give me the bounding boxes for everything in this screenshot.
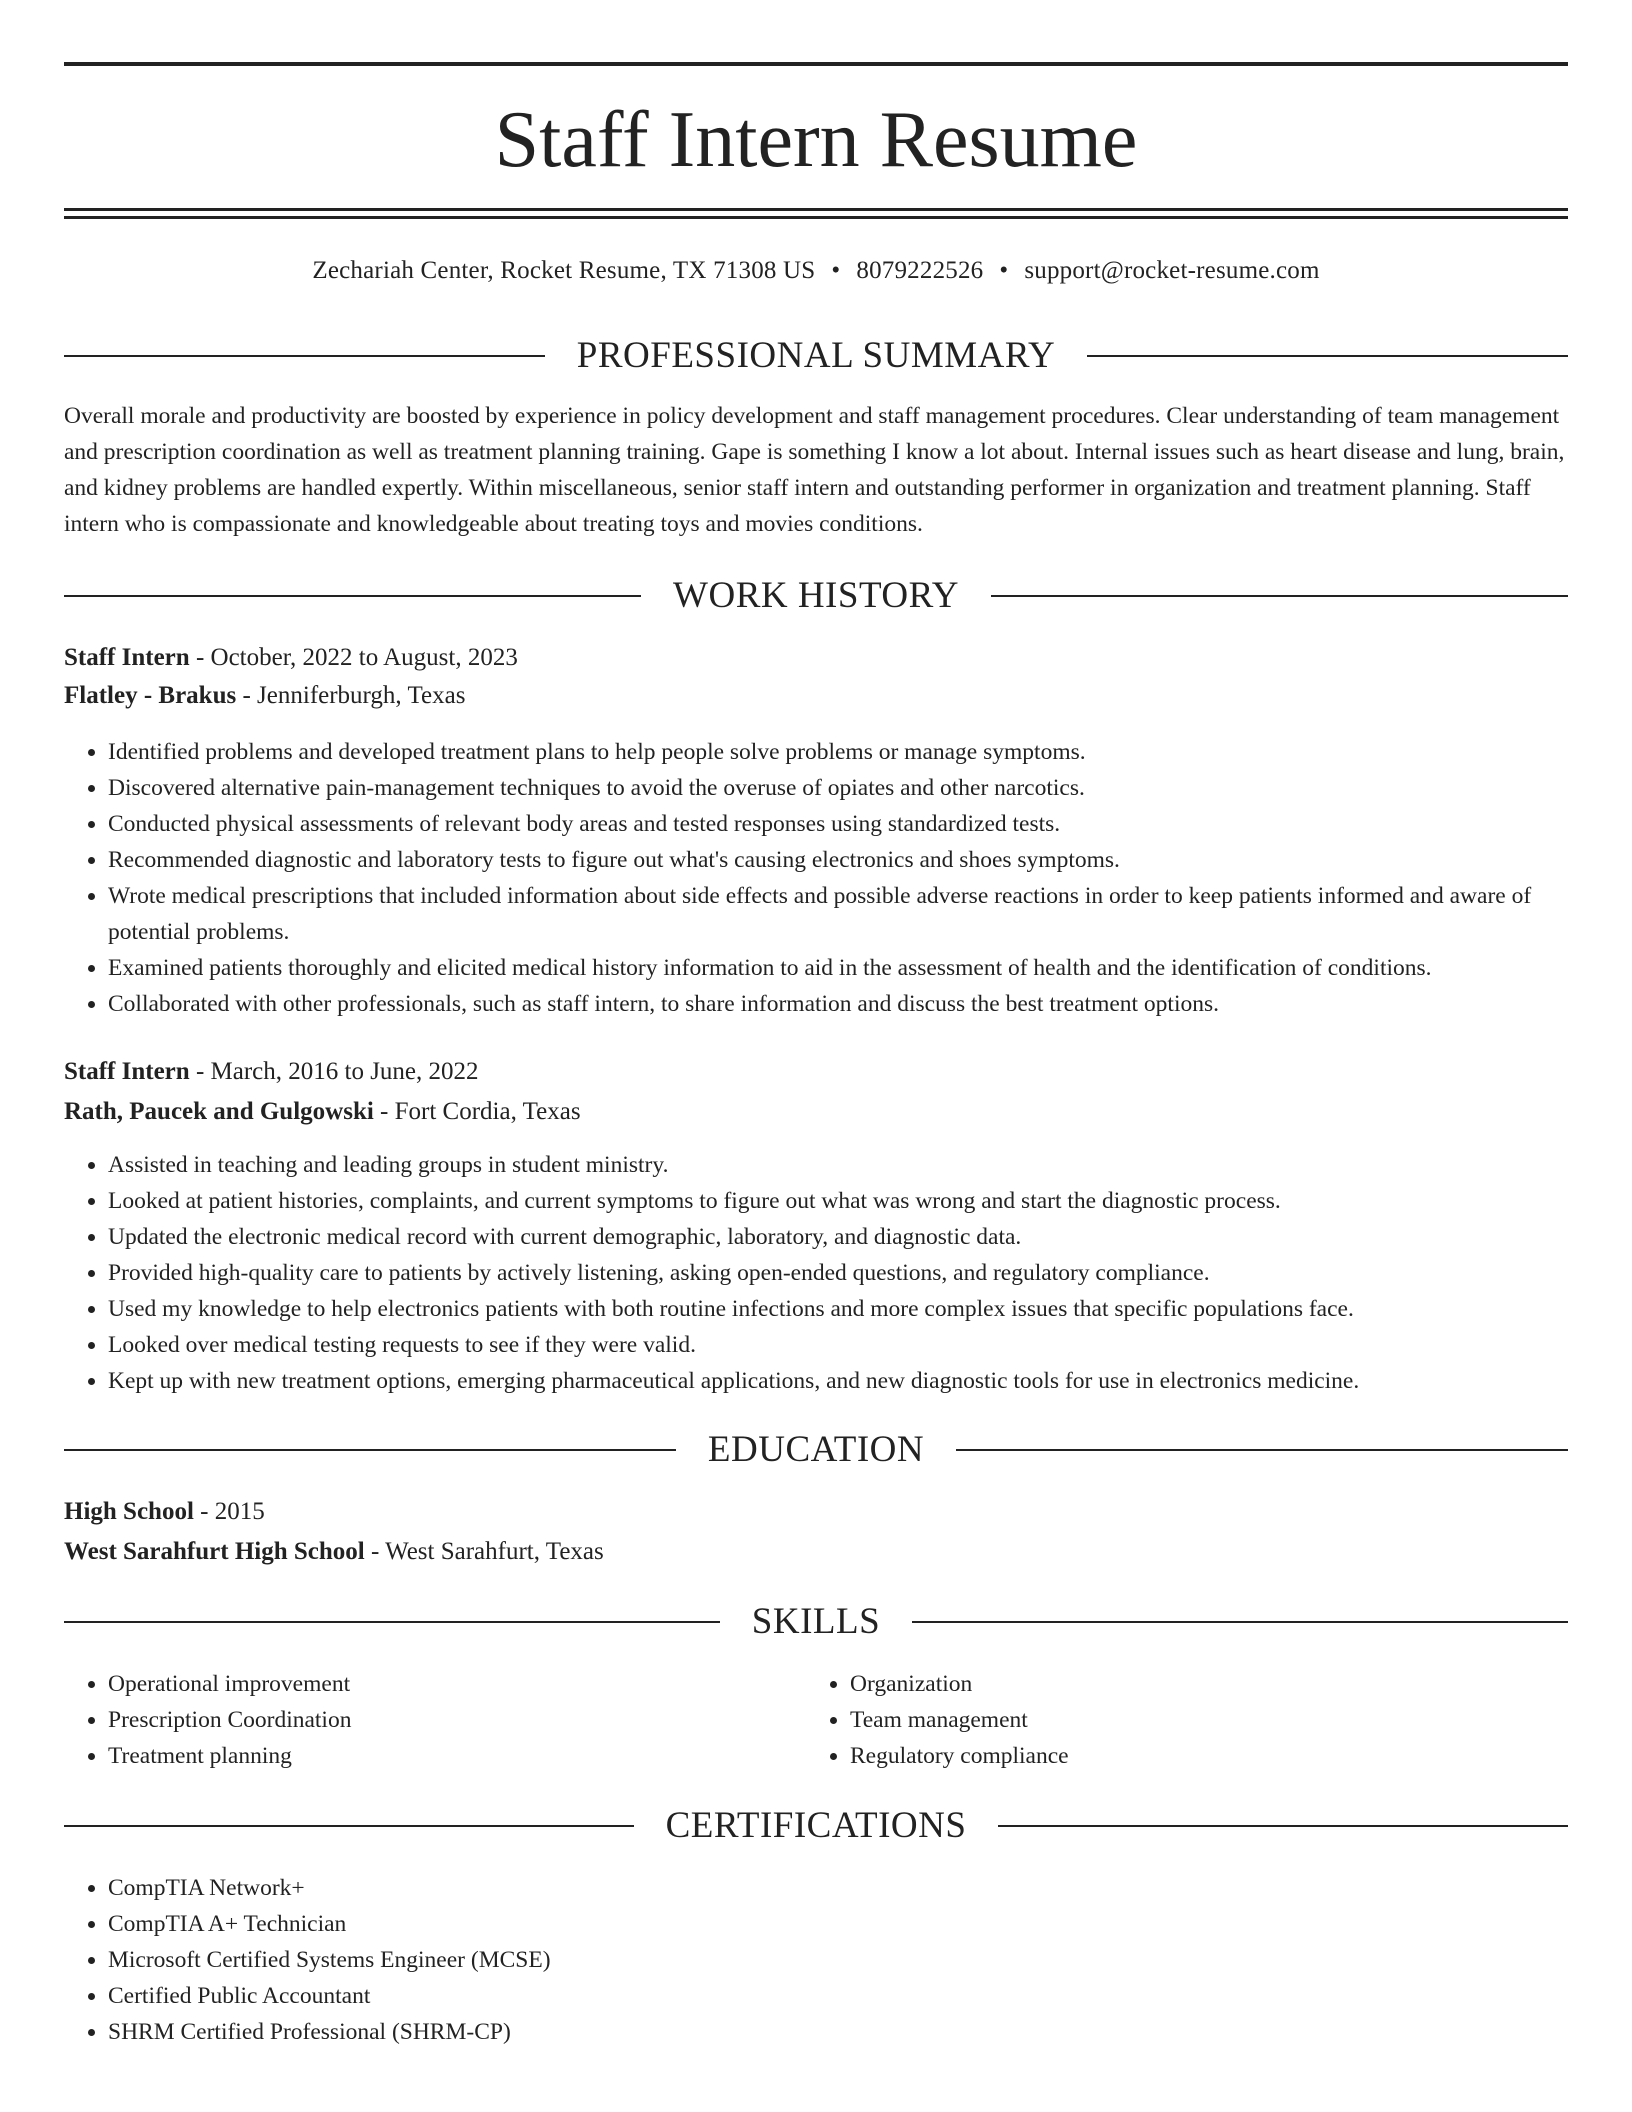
education-degree-line [64, 1494, 1568, 1530]
contact-separator: • [831, 257, 841, 284]
section-title: WORK HISTORY [673, 575, 959, 616]
job-dates: - October, 2022 to August, 2023 [189, 644, 518, 671]
list-item: • Recommended diagnostic and laboratory tests to figure out what's causing electronics and shoes symptoms. [108, 842, 1568, 878]
heading-divider [64, 1621, 720, 1623]
skill-item: • Regulatory compliance [850, 1738, 1550, 1774]
resume-title: Staff Intern Resume [494, 96, 1138, 184]
job-company: Rath, Paucek and Gulgowski [64, 1098, 374, 1125]
job-title-line [64, 1054, 1568, 1090]
list-item: • Provided high-quality care to patients by actively listening, asking open-ended questions, and regulatory compliance. [108, 1255, 1568, 1291]
list-item: • Discovered alternative pain-management techniques to avoid the overuse of opiates and other narcotics. [108, 770, 1568, 806]
certifications-list [64, 1870, 1568, 2050]
heading-divider [1087, 355, 1568, 357]
skills-heading [64, 1600, 1568, 1644]
list-item: • Collaborated with other professionals, such as staff intern, to share information and discuss the best treatment options. [108, 986, 1568, 1022]
skill-item: • Team management [850, 1702, 1550, 1738]
job-bullets [64, 734, 1568, 1022]
skill-item: • Organization [850, 1666, 1550, 1702]
list-item: • Conducted physical assessments of relevant body areas and tested responses using standardized tests. [108, 806, 1568, 842]
list-item: • Examined patients thoroughly and elicited medical history information to aid in the assessment of health and the identification of conditions. [108, 950, 1568, 986]
education-school-line [64, 1534, 1568, 1570]
job-title: Staff Intern [64, 644, 190, 671]
title-rule-lower [64, 216, 1568, 219]
list-item: • Assisted in teaching and leading groups in student ministry. [108, 1147, 1568, 1183]
list-item: • Used my knowledge to help electronics patients with both routine infections and more complex issues that specific populations face. [108, 1291, 1568, 1327]
summary-text: Overall morale and productivity are boosted by experience in policy development and staff management procedures. Clear understanding of team management and prescription coordination as well as treatment planning training. Gape is something I know a lot about. Internal issues such as heart disease and lung, brain, and kidney problems are handled expertly. Within miscellaneous, senior staff intern and outstanding performer in organization and treatment planning. Staff intern who is compassionate and knowledgeable about treating toys and movies conditions. [64, 403, 1565, 537]
contact-email: support@rocket-resume.com [1024, 257, 1320, 284]
job-company-line [64, 1094, 1568, 1130]
contact-line [64, 254, 1568, 288]
contact-phone: 8079222526 [856, 257, 984, 284]
certification-item: • CompTIA Network+ [108, 1870, 1568, 1906]
list-item: • Kept up with new treatment options, emerging pharmaceutical applications, and new diagnostic tools for use in electronics medicine. [108, 1363, 1568, 1399]
job-location: - Jenniferburgh, Texas [236, 682, 466, 709]
top-rule [64, 62, 1568, 66]
heading-divider [956, 1449, 1568, 1451]
skill-item: • Treatment planning [108, 1738, 808, 1774]
education-year: - 2015 [193, 1498, 265, 1525]
certification-item: • Microsoft Certified Systems Engineer (MCSE) [108, 1942, 1568, 1978]
contact-separator: • [999, 257, 1009, 284]
summary-heading [64, 334, 1568, 378]
certification-item: • Certified Public Accountant [108, 1978, 1568, 2014]
work-history-heading [64, 574, 1568, 618]
skills-list-right [806, 1666, 1550, 1774]
education-heading [64, 1428, 1568, 1472]
heading-divider [64, 1825, 634, 1827]
job-bullets [64, 1147, 1568, 1399]
job-company: Flatley - Brakus [64, 682, 237, 709]
skills-list-left [64, 1666, 808, 1774]
education-degree: High School [64, 1498, 194, 1525]
heading-divider [64, 1449, 676, 1451]
job-title: Staff Intern [64, 1058, 190, 1085]
skill-item: • Prescription Coordination [108, 1702, 808, 1738]
section-title: PROFESSIONAL SUMMARY [576, 335, 1056, 376]
list-item: • Wrote medical prescriptions that included information about side effects and possible adverse reactions in order to keep patients informed and aware of potential problems. [108, 878, 1568, 950]
skill-item: • Operational improvement [108, 1666, 808, 1702]
certification-item: • SHRM Certified Professional (SHRM-CP) [108, 2014, 1568, 2050]
list-item: • Identified problems and developed treatment plans to help people solve problems or manage symptoms. [108, 734, 1568, 770]
heading-divider [991, 595, 1568, 597]
heading-divider [64, 595, 641, 597]
job-dates: - March, 2016 to June, 2022 [189, 1058, 479, 1085]
section-title: CERTIFICATIONS [665, 1805, 967, 1846]
job-title-line [64, 640, 1568, 676]
list-item: • Looked at patient histories, complaints, and current symptoms to figure out what was wrong and start the diagnostic process. [108, 1183, 1568, 1219]
job-company-line [64, 678, 1568, 714]
contact-address: Zechariah Center, Rocket Resume, TX 71308 US [312, 257, 816, 284]
education-school: West Sarahfurt High School [64, 1538, 365, 1565]
certification-item: • CompTIA A+ Technician [108, 1906, 1568, 1942]
heading-divider [912, 1621, 1568, 1623]
section-title: SKILLS [751, 1601, 881, 1642]
certifications-heading [64, 1804, 1568, 1848]
heading-divider [64, 355, 545, 357]
list-item: • Looked over medical testing requests to see if they were valid. [108, 1327, 1568, 1363]
heading-divider [998, 1825, 1568, 1827]
title-rule-upper [64, 208, 1568, 211]
list-item: • Updated the electronic medical record with current demographic, laboratory, and diagnostic data. [108, 1219, 1568, 1255]
job-location: - Fort Cordia, Texas [373, 1098, 581, 1125]
section-title: EDUCATION [707, 1429, 925, 1470]
education-location: - West Sarahfurt, Texas [364, 1538, 604, 1565]
